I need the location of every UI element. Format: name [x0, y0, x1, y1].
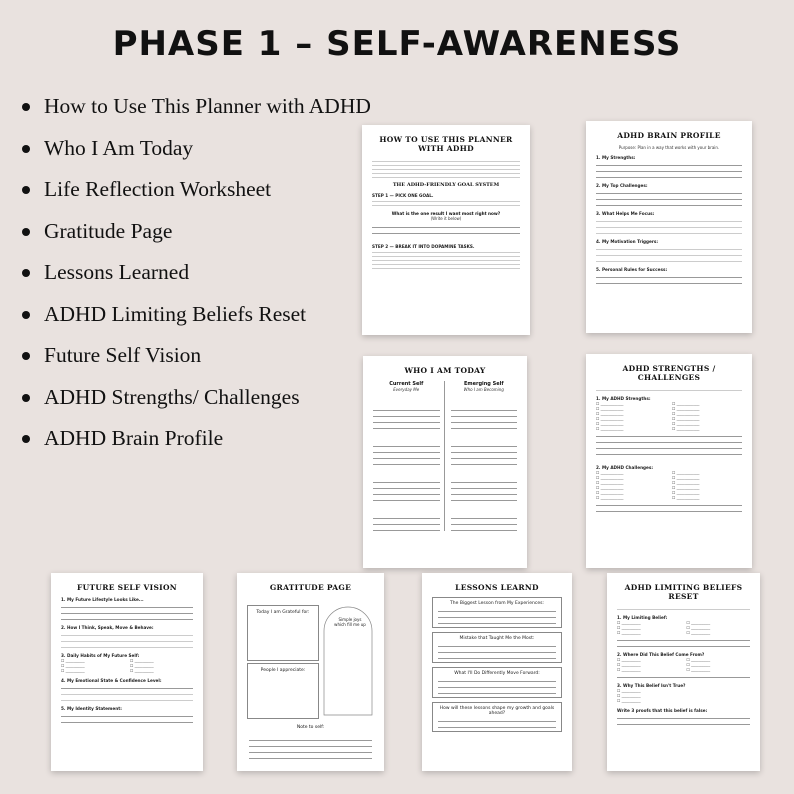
preview-title: FUTURE SELF VISION	[77, 583, 177, 592]
step-heading: STEP 2 — BREAK IT INTO DOPAMINE TASKS.	[372, 243, 475, 249]
contents-list	[18, 86, 371, 460]
section-label: 2. My Top Challenges:	[596, 183, 648, 188]
page-preview-lessons-learned	[422, 573, 572, 771]
contents-item: ADHD Brain Profile	[18, 418, 371, 460]
preview-title: WHO I AM TODAY	[404, 366, 486, 375]
box-label: People I appreciate:	[260, 668, 306, 673]
box-label: Mistake that Taught Me the Most:	[459, 636, 535, 641]
preview-title: LESSONS LEARND	[455, 583, 539, 592]
step-heading: STEP 1 — PICK ONE GOAL.	[372, 193, 434, 198]
box-label: How will these lessons shape my growth and goals ahead?	[439, 706, 555, 716]
preview-title: HOW TO USE THIS PLANNER WITH ADHD	[379, 135, 513, 153]
page-preview-how-to-use	[362, 125, 530, 335]
column-heading: Current Self	[389, 381, 424, 387]
contents-item: ADHD Strengths/ Challenges	[18, 377, 371, 419]
section-label: 1. My Future Lifestyle Looks Like...	[61, 597, 144, 602]
column-subheading: Who I am Becoming	[463, 387, 504, 392]
section-label: 3. Why This Belief Isn't True?	[617, 683, 686, 688]
lesson-box	[432, 597, 562, 628]
box-label: What I'll Do Differently Move Forward:	[454, 671, 540, 676]
page-preview-future-self-vision: FUTURE SELF VISION 1. My Future Lifestyle Looks Like... 2. How I Think, Speak, Move & Behave: 3. Daily Habits of My Future Self: ☐ __________ ☐ __________ ☐ __________ ☐ __________ ☐ __________ ☐ __________ 4. My Emotional State & Confidence Level: 5. My Identity Statement:	[51, 573, 203, 771]
section-label: 1. My ADHD Strengths:	[596, 396, 651, 401]
page-preview-brain-profile	[586, 121, 752, 333]
page-preview-strengths-challenges: ADHD STRENGTHS / CHALLENGES 1. My ADHD Strengths: ☐ ____________ ☐ ____________ ☐ ____________ ☐ ____________ ☐ ____________ ☐ ____________ ☐ ____________ ☐ ____________ ☐ ____________ ☐ ____________ ☐ ____________ ☐ ____________ 2. My ADHD Challenges: ☐ ____________ ☐ ____________ ☐ ____________ ☐ ____________ ☐ ____________ ☐ ____________ ☐ ____________ ☐ ____________ ☐ ____________ ☐ ____________ ☐ ____________ ☐ ____________	[586, 354, 752, 568]
section-label: 1. My Strengths:	[596, 155, 636, 160]
lesson-box	[432, 667, 562, 698]
section-label: 2. My ADHD Challenges:	[596, 465, 654, 470]
section-label: 3. Daily Habits of My Future Self:	[61, 653, 140, 658]
page-preview-who-i-am-today	[363, 356, 527, 568]
contents-item: Who I Am Today	[18, 128, 371, 170]
question-text: What is the one result I want most right now?	[391, 211, 501, 216]
arch-label: Simple joys which fill me up	[334, 617, 366, 627]
page-preview-gratitude	[237, 573, 384, 771]
body-text-lines	[372, 158, 520, 178]
contents-item: ADHD Limiting Beliefs Reset	[18, 294, 371, 336]
contents-item: Lessons Learned	[18, 252, 371, 294]
contents-item: Life Reflection Worksheet	[18, 169, 371, 211]
lesson-box	[432, 632, 562, 663]
preview-title: GRATITUDE PAGE	[269, 583, 352, 592]
note-label: Note to self:	[296, 725, 325, 730]
preview-title: ADHD BRAIN PROFILE	[617, 131, 721, 140]
page-preview-limiting-beliefs: ADHD LIMITING BELIEFS RESET 1. My Limiting Belief: ☐ __________ ☐ __________ ☐ __________ ☐ __________ ☐ __________ ☐ __________ 2. Where Did This Belief Come From? ☐ __________ ☐ __________ ☐ __________ ☐ __________ ☐ __________ ☐ __________ 3. Why This Belief Isn't True? ☐ __________ ☐ __________ ☐ __________ Write 3 proofs that this belief is false:	[607, 573, 760, 771]
contents-item: How to Use This Planner with ADHD	[18, 86, 371, 128]
section-label: Write 3 proofs that this belief is false:	[617, 708, 708, 713]
section-label: 4. My Motivation Triggers:	[596, 239, 659, 244]
box-label: The Biggest Lesson from My Experiences:	[450, 601, 544, 606]
section-label: 3. What Helps Me Focus:	[596, 211, 655, 216]
purpose-text: Purpose: Plan in a way that works with your brain.	[618, 145, 720, 150]
contents-item: Future Self Vision	[18, 335, 371, 377]
section-label: 4. My Emotional State & Confidence Level:	[61, 678, 162, 683]
column-heading: Emerging Self	[463, 381, 504, 387]
people-box	[247, 663, 319, 719]
section-label: 2. Where Did This Belief Come From?	[617, 652, 705, 657]
column-subheading: Everyday Me	[393, 387, 420, 392]
preview-title: ADHD STRENGTHS / CHALLENGES	[622, 364, 716, 382]
contents-item: Gratitude Page	[18, 211, 371, 253]
page-title: PHASE 1 – SELF-AWARENESS	[112, 24, 682, 64]
question-note: (Write it below)	[430, 216, 462, 221]
section-label: 5. Personal Rules for Success:	[596, 267, 668, 272]
section-heading: THE ADHD-FRIENDLY GOAL SYSTEM	[392, 182, 500, 188]
box-label: Today I am Grateful for:	[256, 610, 310, 615]
gratitude-box	[247, 605, 319, 661]
preview-title: ADHD LIMITING BELIEFS RESET	[624, 583, 743, 601]
section-label: 1. My Limiting Belief:	[617, 615, 668, 620]
section-label: 5. My Identity Statement:	[61, 706, 122, 711]
lesson-box	[432, 702, 562, 732]
section-label: 2. How I Think, Speak, Move & Behave:	[61, 625, 154, 630]
